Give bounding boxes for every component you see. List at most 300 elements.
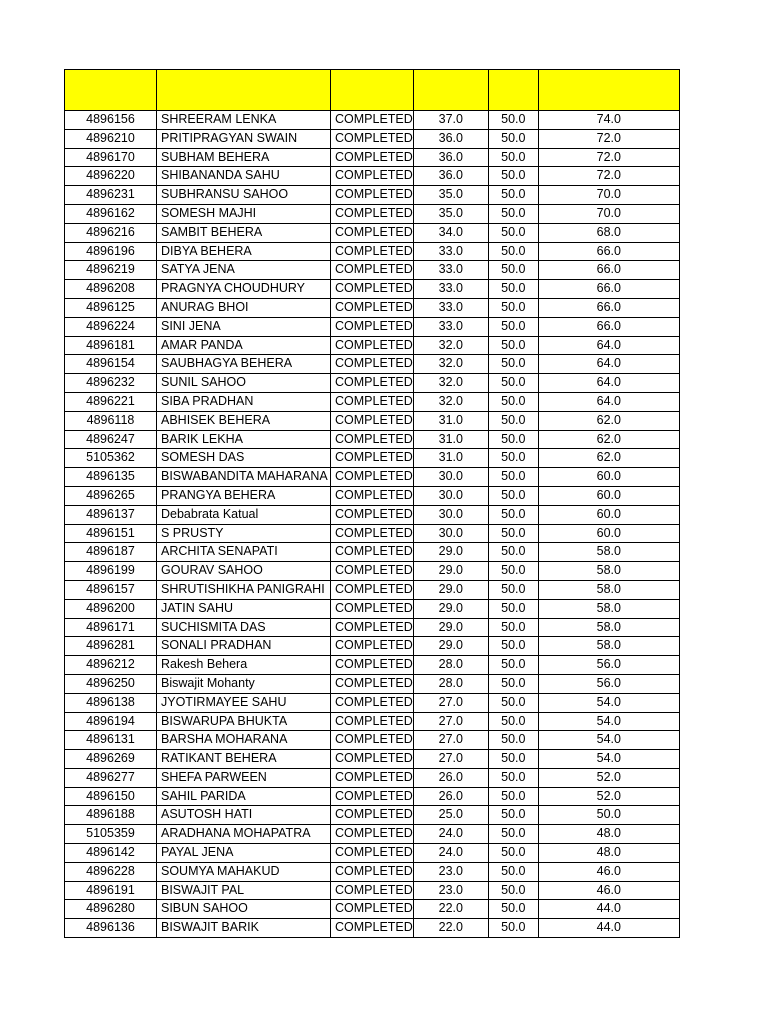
cell-percent[interactable]: 62.0 xyxy=(538,430,679,449)
table-row[interactable] xyxy=(65,900,680,919)
cell-name[interactable]: BISWABANDITA MAHARANA xyxy=(157,468,331,487)
cell-percent[interactable]: 46.0 xyxy=(538,881,679,900)
cell-percent[interactable]: 72.0 xyxy=(538,167,679,186)
cell-id[interactable]: 4896162 xyxy=(65,204,157,223)
cell-percent[interactable]: 72.0 xyxy=(538,148,679,167)
cell-name[interactable]: ABHISEK BEHERA xyxy=(157,411,331,430)
cell-max[interactable]: 50.0 xyxy=(488,862,538,881)
cell-score[interactable]: 32.0 xyxy=(413,392,488,411)
cell-id[interactable]: 4896131 xyxy=(65,731,157,750)
cell-id[interactable]: 4896142 xyxy=(65,844,157,863)
cell-percent[interactable]: 52.0 xyxy=(538,768,679,787)
cell-score[interactable]: 29.0 xyxy=(413,562,488,581)
cell-percent[interactable]: 66.0 xyxy=(538,280,679,299)
cell-max[interactable]: 50.0 xyxy=(488,712,538,731)
cell-status[interactable]: COMPLETED xyxy=(331,712,414,731)
cell-id[interactable]: 4896135 xyxy=(65,468,157,487)
cell-status[interactable]: COMPLETED xyxy=(331,599,414,618)
table-row[interactable] xyxy=(65,806,680,825)
cell-status[interactable]: COMPLETED xyxy=(331,862,414,881)
table-row[interactable] xyxy=(65,543,680,562)
cell-max[interactable]: 50.0 xyxy=(488,186,538,205)
table-row[interactable] xyxy=(65,862,680,881)
table-row[interactable] xyxy=(65,618,680,637)
cell-max[interactable]: 50.0 xyxy=(488,280,538,299)
cell-name[interactable]: PRANGYA BEHERA xyxy=(157,486,331,505)
cell-status[interactable]: COMPLETED xyxy=(331,656,414,675)
cell-percent[interactable]: 62.0 xyxy=(538,411,679,430)
cell-score[interactable]: 29.0 xyxy=(413,580,488,599)
cell-id[interactable]: 4896150 xyxy=(65,787,157,806)
cell-id[interactable]: 4896187 xyxy=(65,543,157,562)
cell-max[interactable]: 50.0 xyxy=(488,505,538,524)
cell-max[interactable]: 50.0 xyxy=(488,787,538,806)
table-row[interactable] xyxy=(65,468,680,487)
cell-status[interactable]: COMPLETED xyxy=(331,336,414,355)
cell-status[interactable]: COMPLETED xyxy=(331,693,414,712)
table-row[interactable] xyxy=(65,562,680,581)
cell-status[interactable]: COMPLETED xyxy=(331,355,414,374)
table-row[interactable] xyxy=(65,186,680,205)
cell-percent[interactable]: 60.0 xyxy=(538,524,679,543)
cell-status[interactable]: COMPLETED xyxy=(331,637,414,656)
table-row[interactable] xyxy=(65,336,680,355)
cell-percent[interactable]: 54.0 xyxy=(538,750,679,769)
cell-id[interactable]: 4896154 xyxy=(65,355,157,374)
cell-name[interactable]: SAMBIT BEHERA xyxy=(157,223,331,242)
cell-score[interactable]: 33.0 xyxy=(413,298,488,317)
cell-score[interactable]: 36.0 xyxy=(413,129,488,148)
cell-score[interactable]: 37.0 xyxy=(413,111,488,130)
cell-max[interactable]: 50.0 xyxy=(488,618,538,637)
cell-name[interactable]: SHREERAM LENKA xyxy=(157,111,331,130)
cell-name[interactable]: SUNIL SAHOO xyxy=(157,374,331,393)
cell-max[interactable]: 50.0 xyxy=(488,468,538,487)
cell-score[interactable]: 28.0 xyxy=(413,674,488,693)
cell-id[interactable]: 4896228 xyxy=(65,862,157,881)
cell-max[interactable]: 50.0 xyxy=(488,693,538,712)
cell-name[interactable]: BISWARUPA BHUKTA xyxy=(157,712,331,731)
cell-status[interactable]: COMPLETED xyxy=(331,242,414,261)
cell-status[interactable]: COMPLETED xyxy=(331,111,414,130)
cell-id[interactable]: 4896269 xyxy=(65,750,157,769)
cell-name[interactable]: SAHIL PARIDA xyxy=(157,787,331,806)
cell-percent[interactable]: 58.0 xyxy=(538,580,679,599)
cell-id[interactable]: 4896138 xyxy=(65,693,157,712)
cell-max[interactable]: 50.0 xyxy=(488,844,538,863)
cell-status[interactable]: COMPLETED xyxy=(331,317,414,336)
cell-id[interactable]: 4896265 xyxy=(65,486,157,505)
cell-score[interactable]: 27.0 xyxy=(413,712,488,731)
cell-score[interactable]: 33.0 xyxy=(413,317,488,336)
cell-percent[interactable]: 66.0 xyxy=(538,298,679,317)
header-cell-percent[interactable] xyxy=(538,70,679,111)
cell-id[interactable]: 4896137 xyxy=(65,505,157,524)
table-row[interactable] xyxy=(65,449,680,468)
table-row[interactable] xyxy=(65,674,680,693)
cell-status[interactable]: COMPLETED xyxy=(331,731,414,750)
cell-id[interactable]: 4896200 xyxy=(65,599,157,618)
cell-name[interactable]: SHRUTISHIKHA PANIGRAHI xyxy=(157,580,331,599)
table-row[interactable] xyxy=(65,374,680,393)
cell-max[interactable]: 50.0 xyxy=(488,750,538,769)
cell-score[interactable]: 31.0 xyxy=(413,449,488,468)
cell-status[interactable]: COMPLETED xyxy=(331,392,414,411)
cell-max[interactable]: 50.0 xyxy=(488,674,538,693)
table-row[interactable] xyxy=(65,430,680,449)
cell-status[interactable]: COMPLETED xyxy=(331,768,414,787)
cell-name[interactable]: SOMESH MAJHI xyxy=(157,204,331,223)
cell-score[interactable]: 31.0 xyxy=(413,430,488,449)
cell-status[interactable]: COMPLETED xyxy=(331,148,414,167)
cell-status[interactable]: COMPLETED xyxy=(331,449,414,468)
table-row[interactable] xyxy=(65,486,680,505)
table-row[interactable] xyxy=(65,599,680,618)
table-row[interactable] xyxy=(65,787,680,806)
cell-score[interactable]: 29.0 xyxy=(413,599,488,618)
cell-id[interactable]: 4896196 xyxy=(65,242,157,261)
cell-score[interactable]: 33.0 xyxy=(413,242,488,261)
cell-score[interactable]: 36.0 xyxy=(413,148,488,167)
cell-percent[interactable]: 60.0 xyxy=(538,486,679,505)
cell-id[interactable]: 4896136 xyxy=(65,919,157,938)
table-row[interactable] xyxy=(65,223,680,242)
cell-percent[interactable]: 56.0 xyxy=(538,656,679,675)
table-row[interactable] xyxy=(65,825,680,844)
cell-max[interactable]: 50.0 xyxy=(488,261,538,280)
cell-percent[interactable]: 48.0 xyxy=(538,844,679,863)
header-cell-id[interactable] xyxy=(65,70,157,111)
cell-name[interactable]: JATIN SAHU xyxy=(157,599,331,618)
cell-score[interactable]: 24.0 xyxy=(413,825,488,844)
cell-score[interactable]: 30.0 xyxy=(413,524,488,543)
cell-max[interactable]: 50.0 xyxy=(488,543,538,562)
cell-status[interactable]: COMPLETED xyxy=(331,750,414,769)
cell-name[interactable]: SHEFA PARWEEN xyxy=(157,768,331,787)
cell-id[interactable]: 4896125 xyxy=(65,298,157,317)
cell-name[interactable]: BISWAJIT BARIK xyxy=(157,919,331,938)
cell-status[interactable]: COMPLETED xyxy=(331,261,414,280)
table-row[interactable] xyxy=(65,392,680,411)
table-row[interactable] xyxy=(65,524,680,543)
cell-id[interactable]: 4896199 xyxy=(65,562,157,581)
cell-percent[interactable]: 64.0 xyxy=(538,336,679,355)
cell-percent[interactable]: 44.0 xyxy=(538,919,679,938)
cell-name[interactable]: PAYAL JENA xyxy=(157,844,331,863)
cell-percent[interactable]: 64.0 xyxy=(538,374,679,393)
cell-max[interactable]: 50.0 xyxy=(488,242,538,261)
cell-max[interactable]: 50.0 xyxy=(488,430,538,449)
cell-id[interactable]: 4896151 xyxy=(65,524,157,543)
cell-score[interactable]: 33.0 xyxy=(413,280,488,299)
cell-id[interactable]: 4896220 xyxy=(65,167,157,186)
cell-percent[interactable]: 64.0 xyxy=(538,392,679,411)
cell-status[interactable]: COMPLETED xyxy=(331,543,414,562)
cell-name[interactable]: PRAGNYA CHOUDHURY xyxy=(157,280,331,299)
cell-percent[interactable]: 50.0 xyxy=(538,806,679,825)
cell-score[interactable]: 26.0 xyxy=(413,787,488,806)
table-row[interactable] xyxy=(65,731,680,750)
table-row[interactable] xyxy=(65,261,680,280)
cell-name[interactable]: SOMESH DAS xyxy=(157,449,331,468)
cell-name[interactable]: JYOTIRMAYEE SAHU xyxy=(157,693,331,712)
cell-status[interactable]: COMPLETED xyxy=(331,298,414,317)
cell-score[interactable]: 31.0 xyxy=(413,411,488,430)
table-row[interactable] xyxy=(65,656,680,675)
cell-id[interactable]: 4896277 xyxy=(65,768,157,787)
cell-percent[interactable]: 58.0 xyxy=(538,543,679,562)
cell-score[interactable]: 24.0 xyxy=(413,844,488,863)
cell-name[interactable]: SONALI PRADHAN xyxy=(157,637,331,656)
cell-score[interactable]: 22.0 xyxy=(413,919,488,938)
cell-name[interactable]: Rakesh Behera xyxy=(157,656,331,675)
cell-score[interactable]: 27.0 xyxy=(413,693,488,712)
cell-id[interactable]: 5105362 xyxy=(65,449,157,468)
table-row[interactable] xyxy=(65,919,680,938)
cell-name[interactable]: RATIKANT BEHERA xyxy=(157,750,331,769)
cell-status[interactable]: COMPLETED xyxy=(331,129,414,148)
cell-percent[interactable]: 62.0 xyxy=(538,449,679,468)
cell-max[interactable]: 50.0 xyxy=(488,731,538,750)
cell-score[interactable]: 27.0 xyxy=(413,750,488,769)
cell-name[interactable]: DIBYA BEHERA xyxy=(157,242,331,261)
cell-max[interactable]: 50.0 xyxy=(488,637,538,656)
cell-score[interactable]: 25.0 xyxy=(413,806,488,825)
table-row[interactable] xyxy=(65,280,680,299)
cell-status[interactable]: COMPLETED xyxy=(331,204,414,223)
cell-name[interactable]: SUCHISMITA DAS xyxy=(157,618,331,637)
cell-name[interactable]: SIBUN SAHOO xyxy=(157,900,331,919)
cell-max[interactable]: 50.0 xyxy=(488,167,538,186)
table-row[interactable] xyxy=(65,129,680,148)
cell-percent[interactable]: 58.0 xyxy=(538,637,679,656)
table-row[interactable] xyxy=(65,317,680,336)
header-cell-score[interactable] xyxy=(413,70,488,111)
cell-status[interactable]: COMPLETED xyxy=(331,580,414,599)
cell-max[interactable]: 50.0 xyxy=(488,111,538,130)
table-row[interactable] xyxy=(65,167,680,186)
cell-percent[interactable]: 72.0 xyxy=(538,129,679,148)
cell-id[interactable]: 4896221 xyxy=(65,392,157,411)
cell-status[interactable]: COMPLETED xyxy=(331,280,414,299)
cell-score[interactable]: 30.0 xyxy=(413,468,488,487)
cell-percent[interactable]: 66.0 xyxy=(538,261,679,280)
cell-score[interactable]: 32.0 xyxy=(413,336,488,355)
cell-score[interactable]: 36.0 xyxy=(413,167,488,186)
cell-id[interactable]: 4896181 xyxy=(65,336,157,355)
cell-percent[interactable]: 46.0 xyxy=(538,862,679,881)
cell-name[interactable]: S PRUSTY xyxy=(157,524,331,543)
header-cell-status[interactable] xyxy=(331,70,414,111)
cell-name[interactable]: PRITIPRAGYAN SWAIN xyxy=(157,129,331,148)
cell-score[interactable]: 27.0 xyxy=(413,731,488,750)
table-row[interactable] xyxy=(65,712,680,731)
cell-id[interactable]: 4896194 xyxy=(65,712,157,731)
header-cell-name[interactable] xyxy=(157,70,331,111)
cell-max[interactable]: 50.0 xyxy=(488,599,538,618)
cell-max[interactable]: 50.0 xyxy=(488,806,538,825)
cell-max[interactable]: 50.0 xyxy=(488,524,538,543)
cell-percent[interactable]: 58.0 xyxy=(538,618,679,637)
cell-status[interactable]: COMPLETED xyxy=(331,374,414,393)
cell-percent[interactable]: 68.0 xyxy=(538,223,679,242)
header-cell-max[interactable] xyxy=(488,70,538,111)
cell-status[interactable]: COMPLETED xyxy=(331,186,414,205)
cell-percent[interactable]: 54.0 xyxy=(538,693,679,712)
cell-id[interactable]: 4896170 xyxy=(65,148,157,167)
cell-max[interactable]: 50.0 xyxy=(488,656,538,675)
cell-status[interactable]: COMPLETED xyxy=(331,825,414,844)
cell-status[interactable]: COMPLETED xyxy=(331,524,414,543)
cell-name[interactable]: ASUTOSH HATI xyxy=(157,806,331,825)
cell-status[interactable]: COMPLETED xyxy=(331,167,414,186)
cell-name[interactable]: SUBHRANSU SAHOO xyxy=(157,186,331,205)
table-row[interactable] xyxy=(65,768,680,787)
table-row[interactable] xyxy=(65,242,680,261)
cell-max[interactable]: 50.0 xyxy=(488,392,538,411)
cell-max[interactable]: 50.0 xyxy=(488,374,538,393)
cell-max[interactable]: 50.0 xyxy=(488,825,538,844)
cell-status[interactable]: COMPLETED xyxy=(331,411,414,430)
table-row[interactable] xyxy=(65,637,680,656)
cell-score[interactable]: 32.0 xyxy=(413,355,488,374)
cell-max[interactable]: 50.0 xyxy=(488,881,538,900)
cell-score[interactable]: 29.0 xyxy=(413,618,488,637)
cell-percent[interactable]: 52.0 xyxy=(538,787,679,806)
cell-percent[interactable]: 56.0 xyxy=(538,674,679,693)
cell-id[interactable]: 4896281 xyxy=(65,637,157,656)
table-row[interactable] xyxy=(65,844,680,863)
cell-id[interactable]: 4896280 xyxy=(65,900,157,919)
cell-id[interactable]: 4896247 xyxy=(65,430,157,449)
cell-score[interactable]: 34.0 xyxy=(413,223,488,242)
cell-name[interactable]: SINI JENA xyxy=(157,317,331,336)
cell-score[interactable]: 23.0 xyxy=(413,862,488,881)
cell-score[interactable]: 35.0 xyxy=(413,204,488,223)
cell-id[interactable]: 4896157 xyxy=(65,580,157,599)
cell-max[interactable]: 50.0 xyxy=(488,580,538,599)
cell-percent[interactable]: 66.0 xyxy=(538,317,679,336)
cell-max[interactable]: 50.0 xyxy=(488,298,538,317)
cell-percent[interactable]: 58.0 xyxy=(538,599,679,618)
cell-name[interactable]: SIBA PRADHAN xyxy=(157,392,331,411)
cell-name[interactable]: SHIBANANDA SAHU xyxy=(157,167,331,186)
cell-percent[interactable]: 54.0 xyxy=(538,731,679,750)
cell-percent[interactable]: 70.0 xyxy=(538,186,679,205)
cell-status[interactable]: COMPLETED xyxy=(331,881,414,900)
cell-status[interactable]: COMPLETED xyxy=(331,468,414,487)
cell-percent[interactable]: 60.0 xyxy=(538,505,679,524)
cell-score[interactable]: 28.0 xyxy=(413,656,488,675)
table-row[interactable] xyxy=(65,750,680,769)
cell-score[interactable]: 32.0 xyxy=(413,374,488,393)
cell-id[interactable]: 4896188 xyxy=(65,806,157,825)
cell-max[interactable]: 50.0 xyxy=(488,486,538,505)
cell-max[interactable]: 50.0 xyxy=(488,449,538,468)
cell-id[interactable]: 4896208 xyxy=(65,280,157,299)
cell-id[interactable]: 4896212 xyxy=(65,656,157,675)
cell-max[interactable]: 50.0 xyxy=(488,336,538,355)
cell-name[interactable]: BARSHA MOHARANA xyxy=(157,731,331,750)
cell-name[interactable]: SAUBHAGYA BEHERA xyxy=(157,355,331,374)
cell-id[interactable]: 4896210 xyxy=(65,129,157,148)
cell-name[interactable]: SOUMYA MAHAKUD xyxy=(157,862,331,881)
cell-id[interactable]: 4896171 xyxy=(65,618,157,637)
cell-percent[interactable]: 74.0 xyxy=(538,111,679,130)
cell-name[interactable]: Debabrata Katual xyxy=(157,505,331,524)
cell-max[interactable]: 50.0 xyxy=(488,919,538,938)
cell-status[interactable]: COMPLETED xyxy=(331,223,414,242)
cell-id[interactable]: 4896224 xyxy=(65,317,157,336)
cell-percent[interactable]: 48.0 xyxy=(538,825,679,844)
cell-score[interactable]: 23.0 xyxy=(413,881,488,900)
cell-name[interactable]: ARADHANA MOHAPATRA xyxy=(157,825,331,844)
cell-status[interactable]: COMPLETED xyxy=(331,618,414,637)
cell-max[interactable]: 50.0 xyxy=(488,411,538,430)
table-row[interactable] xyxy=(65,111,680,130)
cell-name[interactable]: BISWAJIT PAL xyxy=(157,881,331,900)
cell-id[interactable]: 4896216 xyxy=(65,223,157,242)
cell-name[interactable]: BARIK LEKHA xyxy=(157,430,331,449)
cell-score[interactable]: 29.0 xyxy=(413,637,488,656)
cell-max[interactable]: 50.0 xyxy=(488,148,538,167)
table-row[interactable] xyxy=(65,298,680,317)
cell-id[interactable]: 5105359 xyxy=(65,825,157,844)
table-row[interactable] xyxy=(65,148,680,167)
cell-score[interactable]: 22.0 xyxy=(413,900,488,919)
cell-score[interactable]: 35.0 xyxy=(413,186,488,205)
cell-percent[interactable]: 66.0 xyxy=(538,242,679,261)
cell-status[interactable]: COMPLETED xyxy=(331,486,414,505)
cell-score[interactable]: 29.0 xyxy=(413,543,488,562)
table-row[interactable] xyxy=(65,693,680,712)
cell-score[interactable]: 33.0 xyxy=(413,261,488,280)
cell-name[interactable]: SATYA JENA xyxy=(157,261,331,280)
cell-max[interactable]: 50.0 xyxy=(488,129,538,148)
cell-id[interactable]: 4896156 xyxy=(65,111,157,130)
cell-percent[interactable]: 64.0 xyxy=(538,355,679,374)
cell-max[interactable]: 50.0 xyxy=(488,562,538,581)
cell-id[interactable]: 4896191 xyxy=(65,881,157,900)
cell-status[interactable]: COMPLETED xyxy=(331,806,414,825)
cell-status[interactable]: COMPLETED xyxy=(331,505,414,524)
cell-max[interactable]: 50.0 xyxy=(488,223,538,242)
cell-id[interactable]: 4896231 xyxy=(65,186,157,205)
cell-name[interactable]: ANURAG BHOI xyxy=(157,298,331,317)
table-row[interactable] xyxy=(65,355,680,374)
table-row[interactable] xyxy=(65,580,680,599)
cell-status[interactable]: COMPLETED xyxy=(331,900,414,919)
cell-status[interactable]: COMPLETED xyxy=(331,562,414,581)
cell-status[interactable]: COMPLETED xyxy=(331,919,414,938)
cell-max[interactable]: 50.0 xyxy=(488,900,538,919)
cell-percent[interactable]: 70.0 xyxy=(538,204,679,223)
table-row[interactable] xyxy=(65,881,680,900)
cell-id[interactable]: 4896118 xyxy=(65,411,157,430)
table-row[interactable] xyxy=(65,505,680,524)
cell-status[interactable]: COMPLETED xyxy=(331,430,414,449)
cell-id[interactable]: 4896250 xyxy=(65,674,157,693)
cell-name[interactable]: GOURAV SAHOO xyxy=(157,562,331,581)
cell-percent[interactable]: 60.0 xyxy=(538,468,679,487)
cell-max[interactable]: 50.0 xyxy=(488,204,538,223)
cell-status[interactable]: COMPLETED xyxy=(331,787,414,806)
cell-name[interactable]: SUBHAM BEHERA xyxy=(157,148,331,167)
cell-status[interactable]: COMPLETED xyxy=(331,844,414,863)
cell-id[interactable]: 4896219 xyxy=(65,261,157,280)
cell-score[interactable]: 30.0 xyxy=(413,486,488,505)
cell-score[interactable]: 26.0 xyxy=(413,768,488,787)
